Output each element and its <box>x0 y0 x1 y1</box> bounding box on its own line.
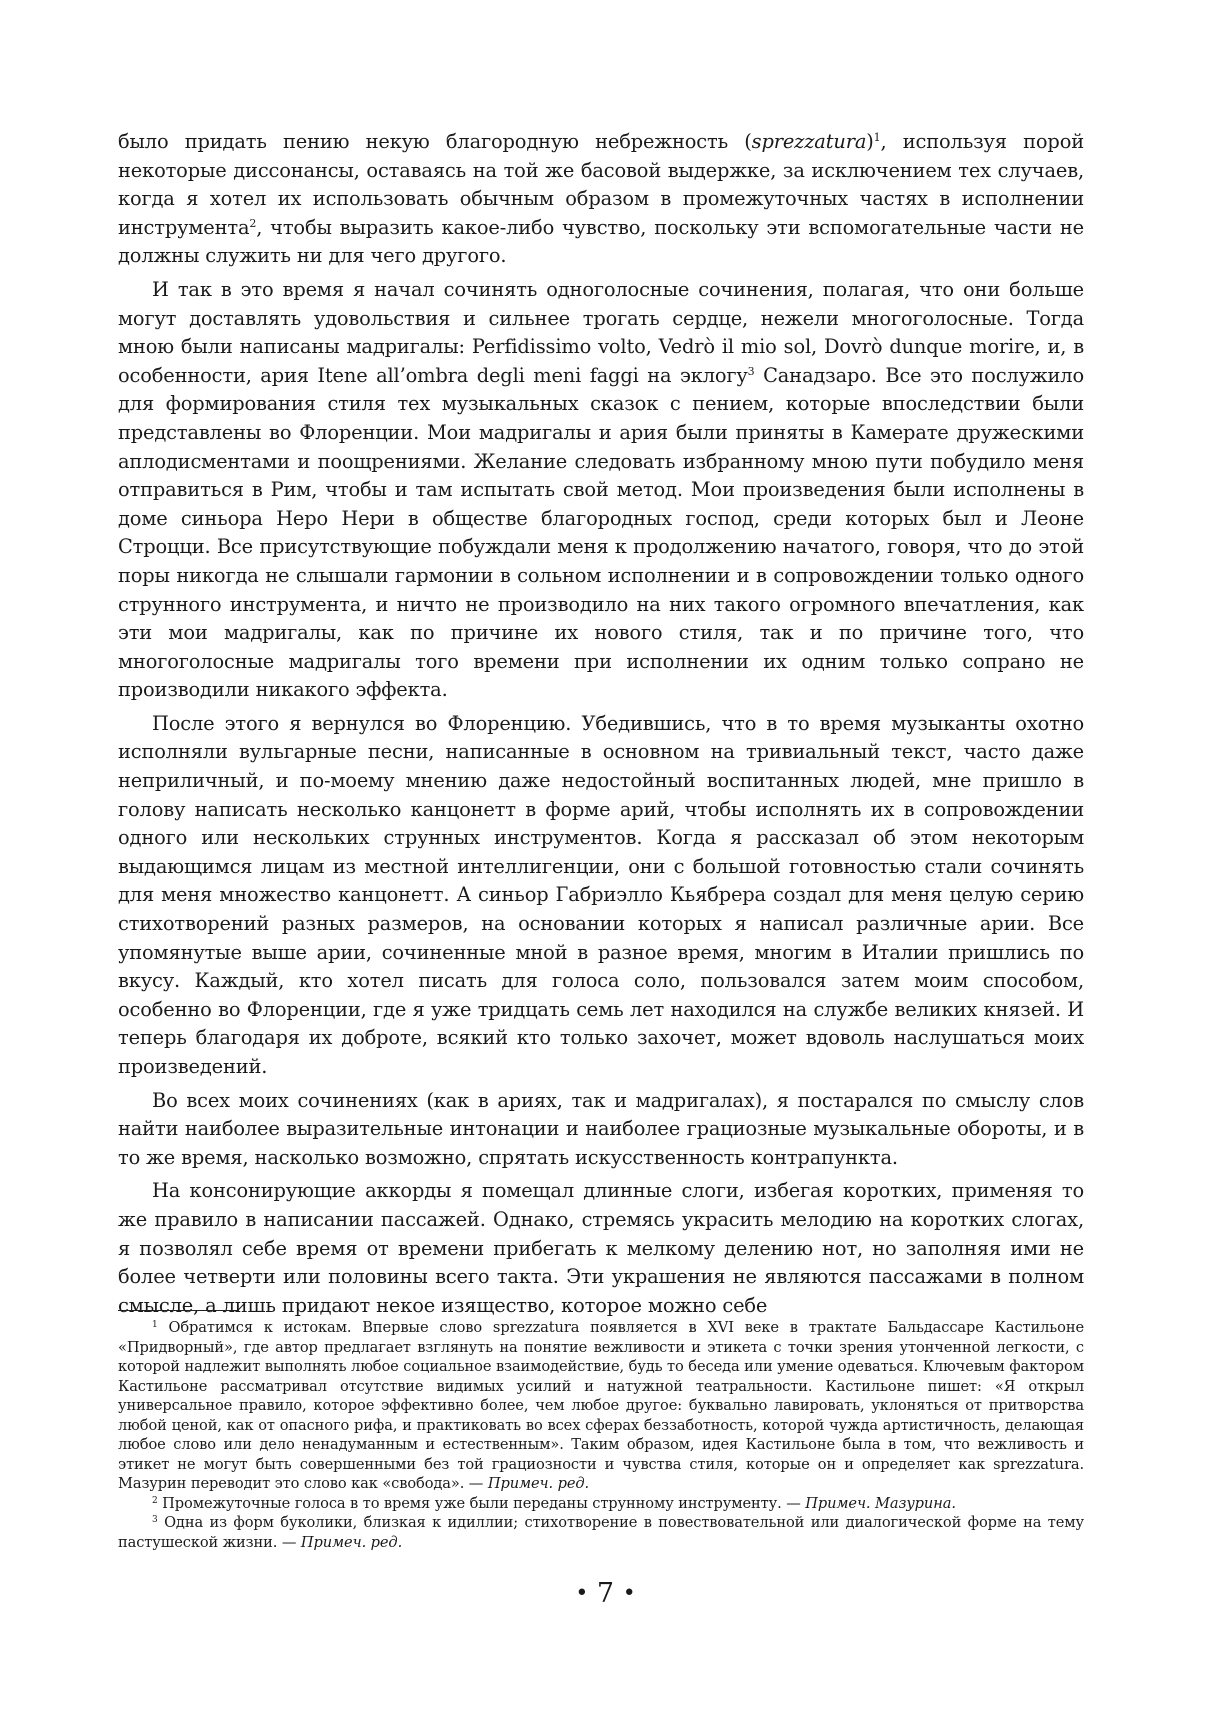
bullet-right-icon: • <box>622 1581 636 1606</box>
paragraph-4: Во всех моих сочинениях (как в ариях, так и мадригалах), я постарался по смыслу слов найти наиболее выразительные интонации и наиболее грациозные музыкальные обороты, и в то же время, насколько возможно, спрятать искусственность контрапункта. <box>118 1088 1084 1169</box>
paragraph-1 <box>118 128 1084 271</box>
footnote-1 <box>118 1318 1084 1494</box>
main-text <box>118 128 1084 1320</box>
paragraph-text: Санадзаро. Все это послужило для формирования стиля тех музыкальных сказок с пением, которые впоследствии были представлены во Флоренции. Мои мадригалы и ария были приняты в Камерате дружескими аплодисментами и поощрениями. Желание следовать избранному мною пути побудило меня отправиться в Рим, чтобы и там испытать свой метод. Мои произведения были исполнены в доме синьора Неро Нери в обществе благородных господ, среди которых был и Леоне Строцци. Все присутствующие побуждали меня к продолжению начатого, говоря, что до этой поры никогда не слышали гармонии в сольном исполнении и в сопровождении только одного струнного инструмента, и ничто не производило на них такого огромного впечатления, как эти мои мадригалы, как по причине их нового стиля, так и по причине того, что многоголосные мадригалы того времени при исполнении их одним только сопрано не производили никакого эффекта. <box>118 363 1084 702</box>
footnote-divider <box>118 1310 239 1311</box>
paragraph-text: ) <box>866 130 874 153</box>
footnote-ref-3[interactable]: 3 <box>747 364 755 378</box>
footnote-editor-note: Примеч. ред. <box>300 1533 403 1551</box>
footnote-number: 2 <box>152 1495 158 1506</box>
footnote-text: Обратимся к истокам. Впервые слово sprezzatura появляется в XVI веке в трактате Бальдассаре Кастильоне «Придворный», где автор предлагает взглянуть на понятие вежливости и этикета с точки зрения утонченной легкости, с которой надлежит выполнять любое социальное взаимодействие, будь то беседа или умение одеваться. Ключевым фактором Кастильоне рассматривал отсутствие видимых усилий и натужной театральности. Кастильоне пишет: «Я открыл универсальное правило, которое эффективно более, чем любое другое: буквально лавировать, уклоняться от притворства любой ценой, как от опасного рифа, и практиковать во всех сферах беззаботность, которой чужда артистичность, делающая любое слово или дело ненадуманным и естественным». Таким образом, идея Кастильоне была в том, что вежливость и этикет не могут быть совершенными без той грациозности и чувства стиля, которые он и определяет как sprezzatura. Мазурин переводит это слово как «свобода». — <box>118 1319 1084 1492</box>
italic-term: sprezzatura <box>751 130 867 153</box>
paragraph-3: После этого я вернулся во Флоренцию. Убедившись, что в то время музыканты охотно исполняли вульгарные песни, написанные в основном на тривиальный текст, часто даже неприличный, и по-моему мнению даже недостойный воспитанных людей, мне пришло в голову написать несколько канцонетт в форме арий, чтобы исполнять их в сопровождении одного или нескольких струнных инструментов. Когда я рассказал об этом некоторым выдающимся лицам из местной интеллигенции, они с большой готовностью стали сочинять для меня множество канцонетт. А синьор Габриэлло Кьябрера создал для меня целую серию стихотворений разных размеров, на основании которых я написал различные арии. Все упомянутые выше арии, сочиненные мной в разное время, многим в Италии пришлись по вкусу. Каждый, кто хотел писать для голоса соло, пользовался затем моим способом, особенно во Флоренции, где я уже тридцать семь лет находился на службе великих князей. И теперь благодаря их доброте, всякий кто только захочет, может вдоволь наслушаться моих произведений. <box>118 711 1084 1078</box>
page-number <box>0 1578 1211 1610</box>
page-number-value: 7 <box>596 1578 615 1609</box>
paragraph-text: , чтобы выразить какое-либо чувство, поскольку эти вспомогательные части не должны служить ни для чего другого. <box>118 215 1084 268</box>
footnote-number: 3 <box>152 1515 158 1525</box>
paragraph-text: было придать пению некую благородную небрежность ( <box>118 130 752 153</box>
footnote-number: 1 <box>152 1320 158 1330</box>
footnote-3 <box>118 1513 1084 1552</box>
footnote-editor-note: Примеч. ред. <box>487 1475 590 1492</box>
footnotes <box>118 1318 1084 1552</box>
footnote-ref-1[interactable]: 1 <box>873 131 881 144</box>
paragraph-2 <box>118 276 1084 705</box>
paragraph-text: , используя порой некоторые диссонансы, оставаясь на той же басовой выдержке, за исключением тех случаев, когда я хотел их использовать обычным образом в промежуточных частях в исполнении инструмента <box>118 130 1084 239</box>
bullet-left-icon: • <box>575 1581 589 1606</box>
paragraph-text: И так в это время я начал сочинять одноголосные сочинения, полагая, что они больше могут доставлять удовольствия и сильнее трогать сердце, нежели многоголосные. Тогда мною были написаны мадригалы: Perfidissimo volto, Vedrò il mio sol, Dovrò dunque morire, и, в особенности, ария Itene all’ombra degli meni faggi на эклогу <box>118 277 1084 387</box>
paragraph-5: На консонирующие аккорды я помещал длинные слоги, избегая коротких, применяя то же правило в написании пассажей. Однако, стремясь украсить мелодию на коротких слогах, я позволял себе время от времени прибегать к мелкому делению нот, но заполняя ими не более четверти или половины всего такта. Эти украшения не являются пассажами в полном смысле, а лишь придают некое изящество, которое можно себе <box>118 1179 1084 1317</box>
footnote-editor-note: Примеч. Мазурина. <box>805 1494 956 1512</box>
footnote-text: Одна из форм буколики, близкая к идиллии; стихотворение в повествовательной или диалогической форме на тему пастушеской жизни. — <box>118 1514 1084 1551</box>
footnote-text: Промежуточные голоса в то время уже были переданы струнному инструменту. — <box>157 1494 806 1512</box>
footnote-ref-2[interactable]: 2 <box>249 216 257 230</box>
footnote-2 <box>118 1494 1084 1514</box>
